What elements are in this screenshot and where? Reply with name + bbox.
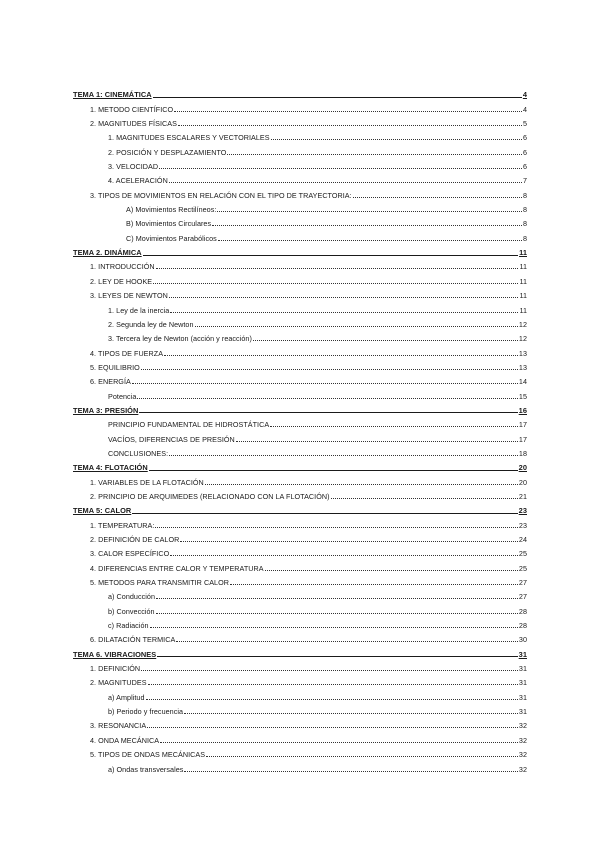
toc-entry-label: 3. TIPOS DE MOVIMIENTOS EN RELACIÓN CON EL TIPO DE TRAYECTORIA:	[90, 190, 352, 200]
toc-dot-leader	[132, 513, 517, 514]
toc-entry-label: 4. TIPOS DE FUERZA	[90, 348, 164, 358]
toc-entry[interactable]	[73, 228, 527, 242]
toc-entry[interactable]	[73, 515, 527, 529]
toc-entry-label: b) Convección	[108, 606, 155, 616]
toc-page-number: 17	[518, 420, 527, 430]
toc-page-number: 6	[522, 147, 527, 157]
toc-dot-leader	[137, 398, 518, 399]
toc-page-number: 8	[522, 233, 527, 243]
toc-entry[interactable]	[73, 185, 527, 199]
toc-entry-label: 2. Segunda ley de Newton	[108, 319, 194, 329]
toc-entry[interactable]	[73, 157, 527, 171]
toc-entry-label: Potencia	[108, 391, 137, 401]
toc-entry-label: PRINCIPIO FUNDAMENTAL DE HIDROSTÁTICA	[108, 420, 270, 430]
toc-entry-label: 2. PRINCIPIO DE ARQUIMEDES (RELACIONADO CON LA FLOTACIÓN)	[90, 491, 330, 501]
toc-entry-label: CONCLUSIONES:	[108, 448, 169, 458]
toc-chapter-entry[interactable]	[73, 644, 527, 658]
toc-page-number: 14	[518, 377, 527, 387]
toc-page-number: 11	[519, 291, 527, 301]
toc-dot-leader	[353, 197, 522, 198]
toc-entry[interactable]	[73, 630, 527, 644]
toc-dot-leader	[253, 340, 518, 341]
toc-dot-leader	[180, 541, 518, 542]
toc-page-number: 30	[518, 635, 527, 645]
toc-entry-label: 4. ONDA MECÁNICA	[90, 735, 160, 745]
toc-entry-label: 2. MAGNITUDES	[90, 678, 147, 688]
toc-page-number: 28	[518, 606, 527, 616]
toc-dot-leader	[132, 383, 518, 384]
toc-page-number: 7	[522, 176, 527, 186]
toc-page-number: 8	[522, 190, 527, 200]
toc-chapter-entry[interactable]	[73, 501, 527, 515]
toc-entry[interactable]	[73, 358, 527, 372]
toc-dot-leader	[230, 584, 518, 585]
toc-page-number: 25	[518, 563, 527, 573]
toc-entry-label: c) Radiación	[108, 621, 149, 631]
toc-dot-leader	[147, 727, 518, 728]
toc-page-number: 20	[518, 463, 527, 473]
toc-dot-leader	[218, 240, 522, 241]
toc-entry[interactable]	[73, 558, 527, 572]
toc-dot-leader	[159, 168, 522, 169]
toc-entry-label: C) Movimientos Parabólicos	[126, 233, 217, 243]
toc-entry-label: TEMA 2. DINÁMICA	[73, 248, 142, 258]
toc-entry-label: 5. METODOS PARA TRANSMITIR CALOR	[90, 578, 229, 588]
toc-dot-leader	[155, 527, 518, 528]
toc-entry[interactable]	[73, 702, 527, 716]
toc-entry-label: a) Amplitud	[108, 692, 145, 702]
toc-page-number: 18	[518, 448, 527, 458]
toc-page-number: 8	[522, 219, 527, 229]
toc-dot-leader	[217, 211, 522, 212]
toc-page-number: 25	[518, 549, 527, 559]
toc-entry-label: 4. DIFERENCIAS ENTRE CALOR Y TEMPERATURA	[90, 563, 264, 573]
toc-page-number: 31	[518, 707, 527, 717]
toc-entry-label: 3. LEYES DE NEWTON	[90, 291, 168, 301]
toc-entry[interactable]	[73, 472, 527, 486]
toc-entry[interactable]	[73, 114, 527, 128]
toc-entry-label: TEMA 4: FLOTACIÓN	[73, 463, 148, 473]
toc-dot-leader	[174, 111, 522, 112]
toc-dot-leader	[156, 598, 518, 599]
toc-dot-leader	[270, 426, 518, 427]
toc-entry[interactable]	[73, 315, 527, 329]
toc-entry[interactable]	[73, 444, 527, 458]
toc-page-number: 12	[518, 334, 527, 344]
toc-dot-leader	[178, 125, 522, 126]
toc-entry[interactable]	[73, 587, 527, 601]
toc-entry-label: 6. ENERGÍA	[90, 377, 131, 387]
toc-entry-label: 1. VARIABLES DE LA FLOTACIÓN	[90, 477, 204, 487]
toc-chapter-entry[interactable]	[73, 458, 527, 472]
toc-dot-leader	[148, 684, 518, 685]
toc-page-number: 24	[518, 535, 527, 544]
toc-dot-leader	[212, 225, 522, 226]
toc-page-number: 31	[518, 664, 527, 674]
toc-page-number: 11	[519, 262, 527, 272]
toc-page-number: 21	[518, 491, 527, 501]
toc-page-number: 11	[519, 276, 527, 286]
toc-entry-label: 5. TIPOS DE ONDAS MECÁNICAS	[90, 750, 206, 760]
toc-entry-label: 1. INTRODUCCIÓN	[90, 262, 155, 272]
toc-page-number: 11	[519, 305, 527, 315]
toc-entry[interactable]	[73, 286, 527, 300]
toc-dot-leader	[143, 255, 518, 256]
toc-entry[interactable]	[73, 415, 527, 429]
toc-page-number: 6	[522, 133, 527, 143]
toc-page-number: 8	[522, 205, 527, 215]
toc-dot-leader	[153, 97, 522, 98]
toc-dot-leader	[170, 312, 518, 313]
toc-dot-leader	[149, 470, 518, 471]
toc-page-number: 31	[518, 678, 527, 688]
toc-entry-label: 4. ACELERACIÓN	[108, 176, 168, 186]
toc-page-number: 32	[518, 750, 527, 760]
toc-page-number: 31	[518, 649, 527, 659]
toc-entry-label: TEMA 3: PRESIÓN	[73, 405, 139, 415]
toc-dot-leader	[169, 182, 522, 183]
toc-entry[interactable]	[73, 99, 527, 113]
toc-page-number: 13	[518, 348, 527, 358]
toc-page-number: 12	[518, 319, 527, 329]
toc-entry[interactable]	[73, 659, 527, 673]
toc-entry-label: 1. TEMPERATURA:	[90, 520, 155, 530]
toc-page-number: 20	[518, 477, 527, 487]
toc-dot-leader	[265, 570, 518, 571]
toc-page-number: 11	[519, 248, 527, 258]
toc-entry[interactable]	[73, 171, 527, 185]
toc-page-number: 17	[518, 434, 527, 444]
toc-page-number: 13	[518, 362, 527, 372]
toc-entry[interactable]	[73, 616, 527, 630]
toc-entry[interactable]	[73, 214, 527, 228]
toc-dot-leader	[169, 297, 519, 298]
toc-dot-leader	[206, 756, 518, 757]
toc-dot-leader	[141, 369, 518, 370]
table-of-contents	[73, 85, 527, 774]
toc-entry[interactable]	[73, 601, 527, 615]
toc-entry[interactable]	[73, 300, 527, 314]
toc-entry[interactable]	[73, 128, 527, 142]
toc-dot-leader	[331, 498, 518, 499]
toc-entry-label: 2. POSICIÓN Y DESPLAZAMIENTO	[108, 147, 227, 157]
toc-page-number: 4	[522, 104, 527, 114]
toc-entry-label: a) Ondas transversales	[108, 764, 184, 774]
toc-entry-label: 2. LEY DE HOOKE	[90, 276, 153, 286]
toc-chapter-entry[interactable]	[73, 85, 527, 99]
toc-dot-leader	[236, 441, 518, 442]
toc-entry-label: B) Movimientos Circulares	[126, 219, 212, 229]
toc-entry[interactable]	[73, 759, 527, 773]
toc-dot-leader	[227, 154, 522, 155]
toc-entry[interactable]	[73, 716, 527, 730]
toc-dot-leader	[184, 713, 518, 714]
toc-entry-label: 3. RESONANCIA	[90, 721, 147, 731]
toc-entry-label: A) Movimientos Rectilíneos:	[126, 205, 217, 215]
toc-entry-label: 1. DEFINICIÓN	[90, 664, 141, 674]
toc-entry-label: 1. Ley de la inercia	[108, 305, 170, 315]
toc-dot-leader	[150, 627, 518, 628]
toc-dot-leader	[157, 656, 517, 657]
toc-page-number: 32	[518, 721, 527, 731]
toc-page-number: 28	[518, 621, 527, 631]
toc-page-number: 5	[522, 119, 527, 129]
toc-entry-label: TEMA 1: CINEMÁTICA	[73, 90, 152, 100]
toc-entry[interactable]	[73, 372, 527, 386]
toc-entry-label: 1. MAGNITUDES ESCALARES Y VECTORIALES	[108, 133, 270, 143]
toc-entry-label: b) Periodo y frecuencia	[108, 707, 184, 717]
toc-dot-leader	[139, 412, 517, 413]
toc-entry[interactable]	[73, 673, 527, 687]
toc-dot-leader	[271, 139, 522, 140]
toc-entry-label: 1. METODO CIENTÍFICO	[90, 104, 174, 114]
toc-page-number: 27	[518, 578, 527, 588]
toc-entry[interactable]	[73, 573, 527, 587]
toc-page-number: 16	[518, 405, 527, 415]
toc-chapter-entry[interactable]	[73, 243, 527, 257]
toc-dot-leader	[146, 699, 518, 700]
toc-entry-label: 3. CALOR ESPECÍFICO	[90, 549, 170, 559]
toc-entry-label: 2. MAGNITUDES FÍSICAS	[90, 119, 177, 129]
toc-entry[interactable]	[73, 544, 527, 558]
toc-entry[interactable]	[73, 745, 527, 759]
toc-entry-label: a) Conducción	[108, 592, 155, 602]
toc-entry[interactable]	[73, 142, 527, 156]
toc-dot-leader	[156, 268, 519, 269]
toc-page-number: 23	[518, 520, 527, 530]
toc-dot-leader	[184, 771, 517, 772]
toc-entry[interactable]	[73, 257, 527, 271]
toc-entry-label: 6. DILATACIÓN TERMICA	[90, 635, 176, 645]
toc-entry[interactable]	[73, 730, 527, 744]
toc-entry-label: 3. VELOCIDAD	[108, 162, 159, 172]
toc-page-number: 23	[518, 506, 527, 516]
toc-page-number: 15	[518, 391, 527, 401]
toc-entry[interactable]	[73, 329, 527, 343]
toc-dot-leader	[169, 455, 518, 456]
toc-entry-label: TEMA 5: CALOR	[73, 506, 132, 516]
toc-entry-label: TEMA 6. VIBRACIONES	[73, 649, 157, 659]
toc-page-number: 27	[518, 592, 527, 602]
toc-page-number: 32	[518, 764, 527, 774]
toc-entry[interactable]	[73, 386, 527, 400]
toc-dot-leader	[170, 555, 518, 556]
toc-dot-leader	[160, 742, 518, 743]
toc-page-number: 31	[518, 692, 527, 702]
toc-dot-leader	[176, 641, 518, 642]
toc-page-number: 6	[522, 162, 527, 172]
toc-dot-leader	[156, 613, 518, 614]
toc-page-number: 32	[518, 735, 527, 745]
toc-dot-leader	[195, 326, 518, 327]
toc-entry-label: 5. EQUILIBRIO	[90, 362, 140, 372]
toc-chapter-entry[interactable]	[73, 401, 527, 415]
toc-entry-label: 2. DEFINICIÓN DE CALOR	[90, 535, 180, 544]
toc-entry[interactable]	[73, 487, 527, 501]
toc-dot-leader	[141, 670, 518, 671]
toc-entry-label: VACÍOS, DIFERENCIAS DE PRESIÓN	[108, 434, 235, 444]
toc-entry[interactable]	[73, 530, 527, 544]
toc-entry[interactable]	[73, 429, 527, 443]
toc-page-number: 4	[522, 90, 527, 100]
toc-entry[interactable]	[73, 343, 527, 357]
toc-dot-leader	[164, 355, 518, 356]
toc-entry[interactable]	[73, 687, 527, 701]
toc-entry[interactable]	[73, 271, 527, 285]
toc-dot-leader	[205, 484, 518, 485]
toc-entry-label: 3. Tercera ley de Newton (acción y reacción)	[108, 334, 252, 344]
toc-dot-leader	[153, 283, 518, 284]
toc-entry[interactable]	[73, 200, 527, 214]
